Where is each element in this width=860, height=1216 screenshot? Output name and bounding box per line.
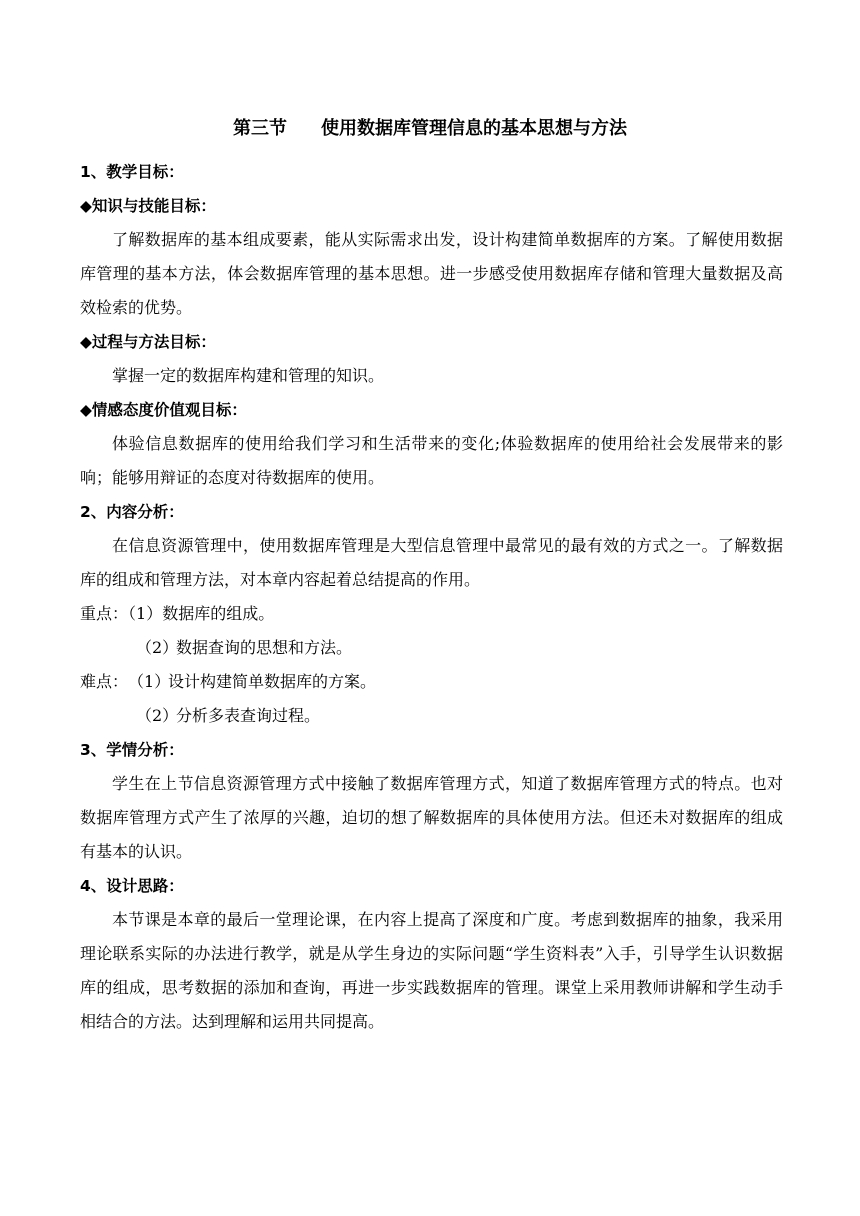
content-analysis-text: 在信息资源管理中，使用数据库管理是大型信息管理中最常见的最有效的方式之一。了解数据库的组成和管理方法，对本章内容起着总结提高的作用。 (80, 536, 783, 589)
knowledge-goals-text: 了解数据库的基本组成要素，能从实际需求出发，设计构建简单数据库的方案。了解使用数据库管理的基本方法，体会数据库管理的基本思想。进一步感受使用数据库存储和管理大量数据及高效检索的优势。 (80, 230, 783, 317)
learner-analysis-text: 学生在上节信息资源管理方式中接触了数据库管理方式，知道了数据库管理方式的特点。也对数据库管理方式产生了浓厚的兴趣，迫切的想了解数据库的具体使用方法。但还未对数据库的组成有基本的认识。 (80, 774, 783, 861)
process-goals-text: 掌握一定的数据库构建和管理的知识。 (112, 366, 385, 385)
key-points-label: 重点： (80, 604, 129, 623)
difficulty-2-number: （2） (136, 706, 179, 725)
key-point-1-number: （1） (128, 604, 163, 623)
key-point-2 (80, 631, 783, 665)
difficulty-1-number: （1） (128, 672, 171, 691)
design-ideas-text: 本节课是本章的最后一堂理论课，在内容上提高了深度和广度。考虑到数据库的抽象，我采用理论联系实际的办法进行教学，就是从学生身边的实际问题“学生资料表”入手，引导学生认识数据库的组成，思考数据的添加和查询，再进一步实践数据库的管理。课堂上采用教师讲解和学生动手相结合的方法。达到理解和运用共同提高。 (80, 910, 783, 1031)
key-point-2-number: （2） (136, 638, 179, 657)
key-point-1 (80, 597, 783, 631)
design-ideas-heading: 4、设计思路： (80, 877, 184, 895)
section-number: 第三节 (233, 118, 287, 139)
difficulty-2 (80, 699, 783, 733)
teaching-goals-heading: 1、教学目标： (80, 163, 184, 181)
document-body (80, 155, 783, 1039)
process-goals-heading: ◆过程与方法目标： (80, 333, 216, 351)
emotion-goals-text: 体验信息数据库的使用给我们学习和生活带来的变化;体验数据库的使用给社会发展带来的影响；能够用辩证的态度对待数据库的使用。 (80, 434, 783, 487)
difficulties-label: 难点： (80, 672, 129, 691)
content-analysis-heading: 2、内容分析： (80, 503, 184, 521)
difficulty-1-text: 设计构建简单数据库的方案。 (168, 672, 377, 691)
key-point-1-text: 数据库的组成。 (162, 604, 275, 623)
section-title: 使用数据库管理信息的基本思想与方法 (321, 118, 627, 139)
key-point-2-text: 数据查询的思想和方法。 (176, 638, 353, 657)
learner-analysis-heading: 3、学情分析： (80, 741, 184, 759)
page-title (0, 116, 860, 142)
emotion-goals-heading: ◆情感态度价值观目标： (80, 401, 247, 419)
knowledge-goals-heading: ◆知识与技能目标： (80, 197, 216, 215)
difficulty-2-text: 分析多表查询过程。 (176, 706, 321, 725)
difficulty-1 (80, 665, 783, 699)
